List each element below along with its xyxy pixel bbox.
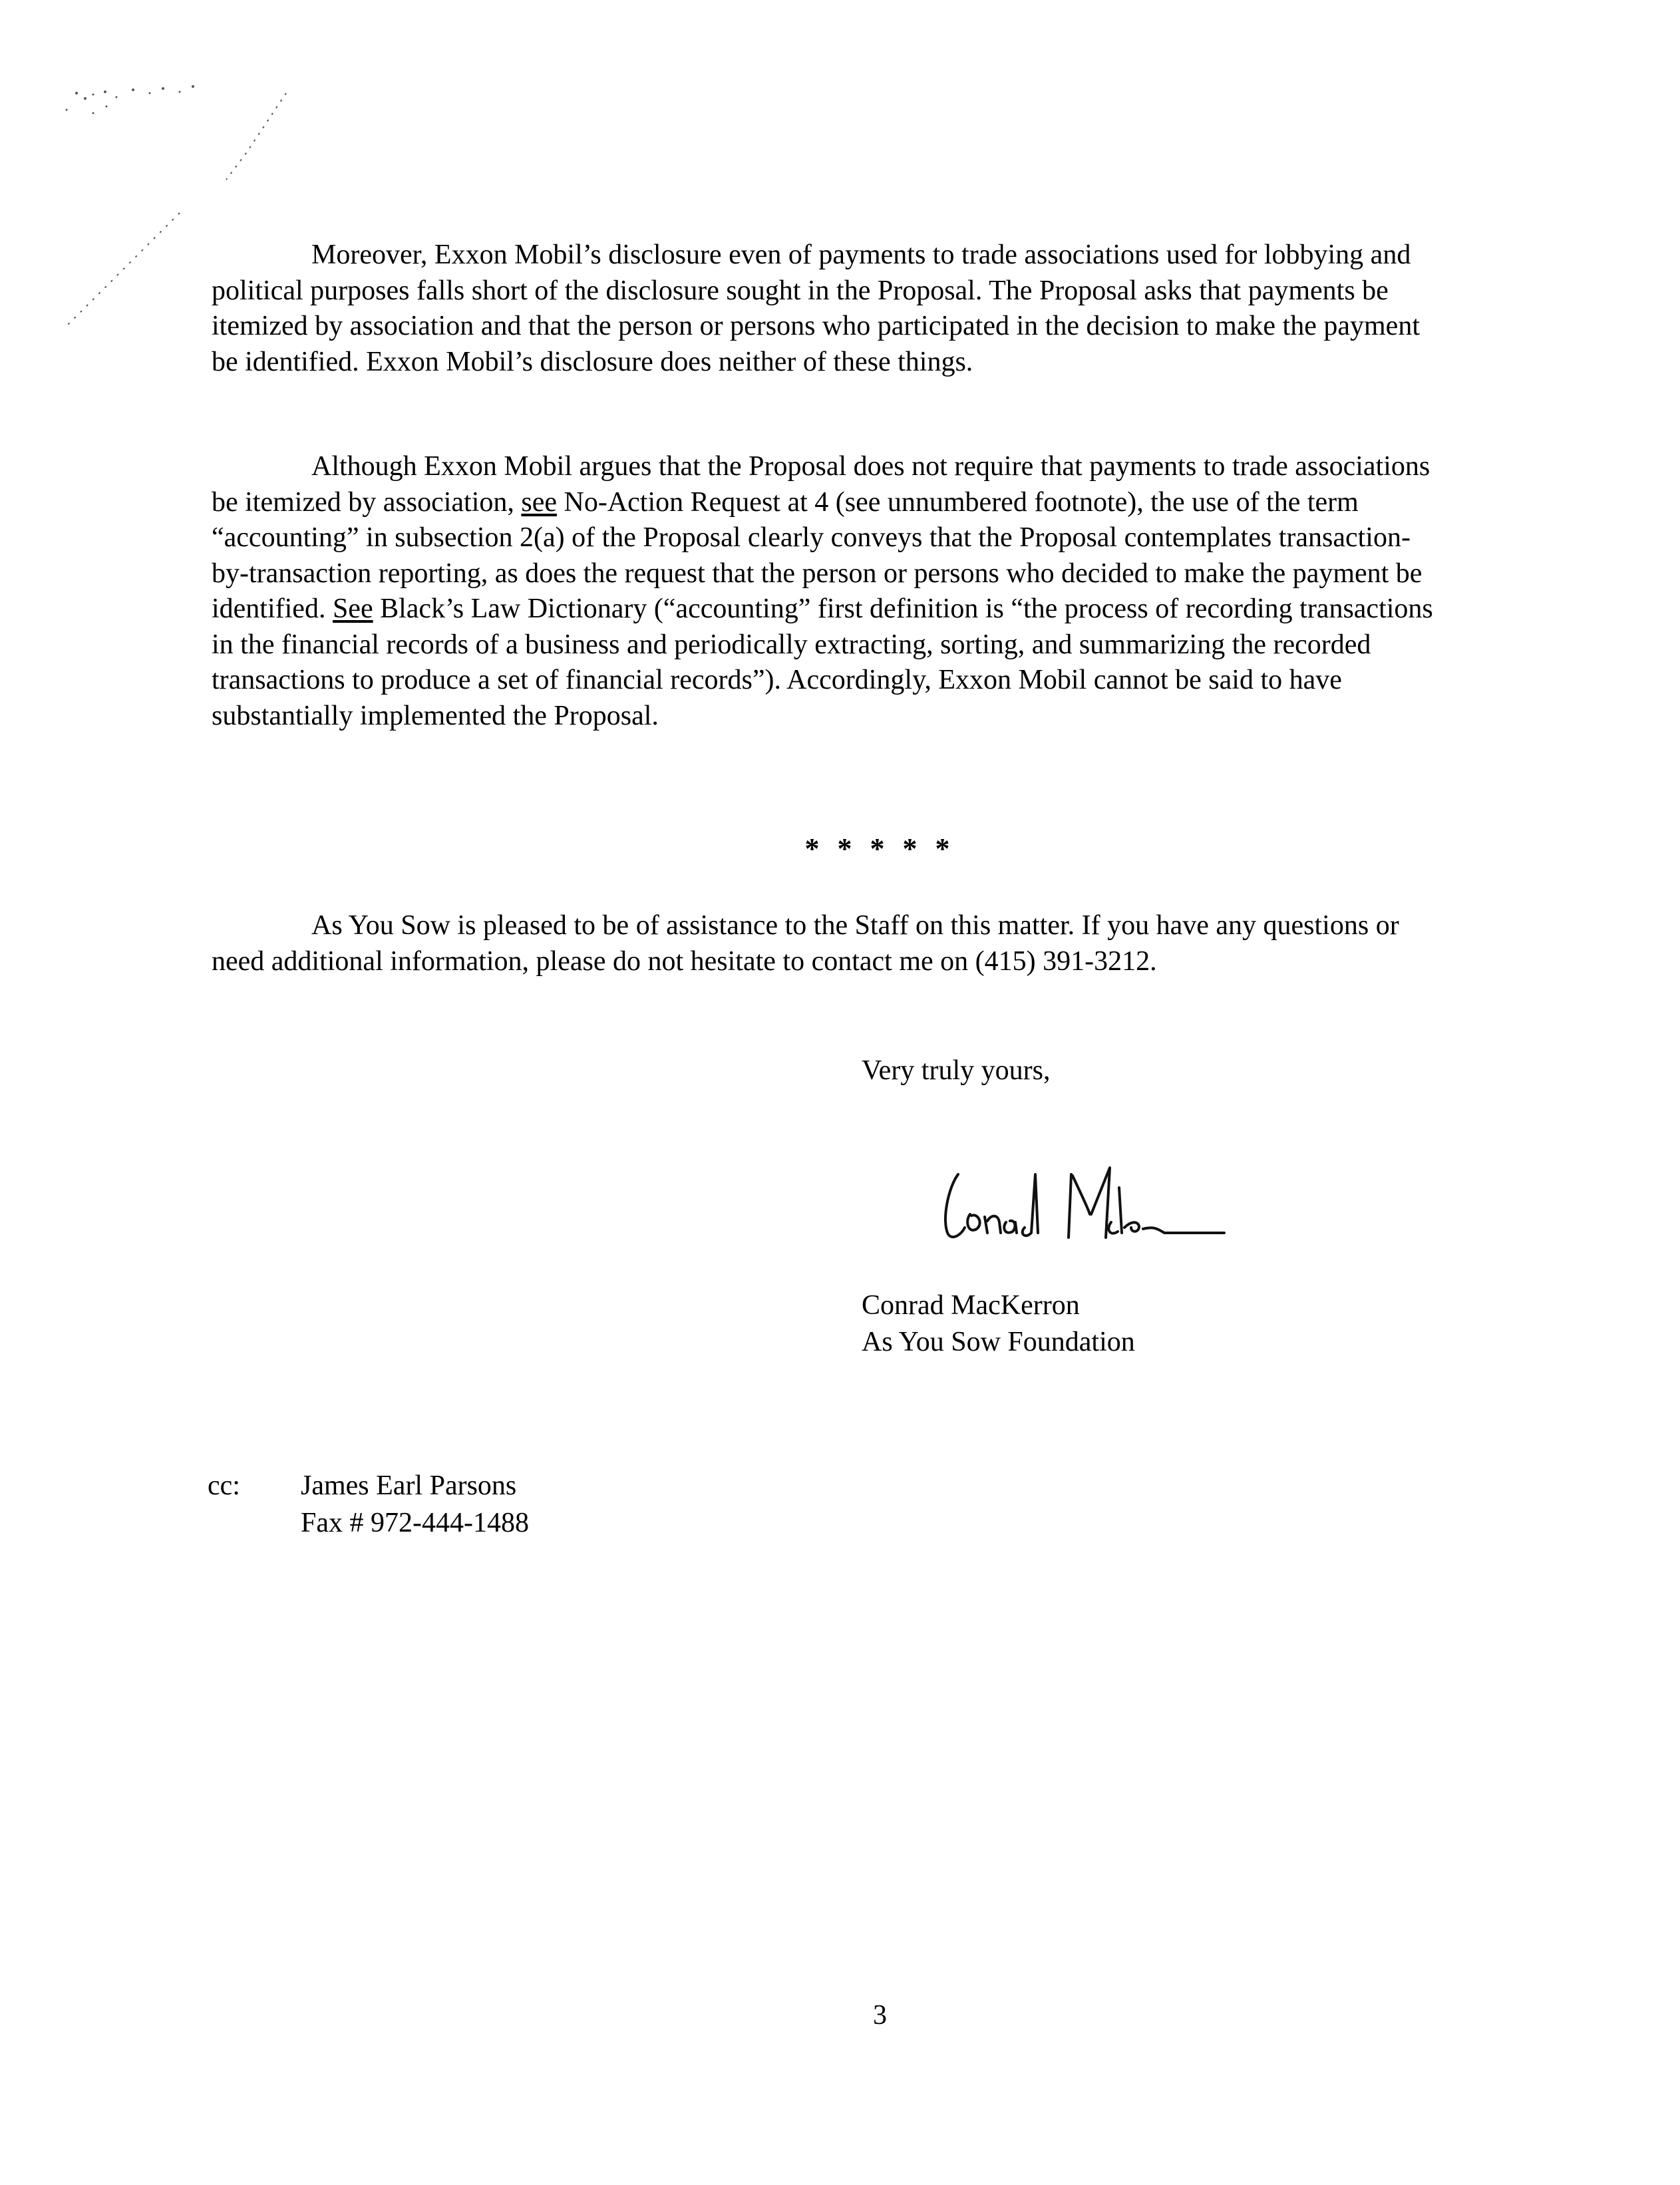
signer-name: Conrad MacKerron (862, 1290, 1080, 1321)
paragraph-text: Moreover, Exxon Mobil’s disclosure even of payments to trade associations used for lobbying and political purposes falls short of the disclosure sought in the Proposal. The Proposal asks that payments be itemized by association and that the person or persons who participated in the decision to make the payment be identified. Exxon Mobil’s disclosure does neither of these things. (212, 240, 1420, 377)
paragraph-disclosure (212, 238, 1436, 380)
cc-recipient (301, 1467, 529, 1542)
handwritten-signature (931, 1148, 1251, 1254)
page-number: 3 (873, 2000, 887, 2031)
cc-recipient-name: James Earl Parsons (301, 1470, 517, 1501)
signature-block (862, 1287, 1135, 1361)
paragraph-text: As You Sow is pleased to be of assistance to the Staff on this matter. If you have any questions or need additional information, please do not hesitate to contact me on (415) 391-3212. (212, 910, 1399, 977)
cc-recipient-fax: Fax # 972-444-1488 (301, 1508, 529, 1538)
paragraph-text: No-Action Request at 4 (see unnumbered footnote), the use of the term “accounting” in subsection 2(a) of the Proposal clearly conveys that the Proposal contemplates transaction-by-transaction reporting, as does the request that the person or persons who decided to make the payment be identified. (212, 486, 1423, 624)
paragraph-text: Black’s Law Dictionary (“accounting” first definition is “the process of recording transactions in the financial records of a business and periodically extracting, sorting, and summarizing the recorded transactions to produce a set of financial records”). Accordingly, Exxon Mobil cannot be said to have substantially implemented the Proposal. (212, 593, 1433, 731)
paragraph-accounting (212, 449, 1436, 734)
citation-signal-see: see (521, 486, 558, 518)
signer-organization: As You Sow Foundation (862, 1327, 1135, 1357)
cc-label: cc: (208, 1470, 240, 1501)
paragraph-contact (212, 908, 1436, 979)
closing-salutation: Very truly yours, (862, 1055, 1051, 1086)
paragraph-text: Although Exxon Mobil argues that the Proposal does not require that payments to trade associations be itemized by association, (212, 451, 1430, 518)
citation-signal-see: See (332, 593, 373, 624)
section-separator: * * * * * (804, 832, 955, 865)
